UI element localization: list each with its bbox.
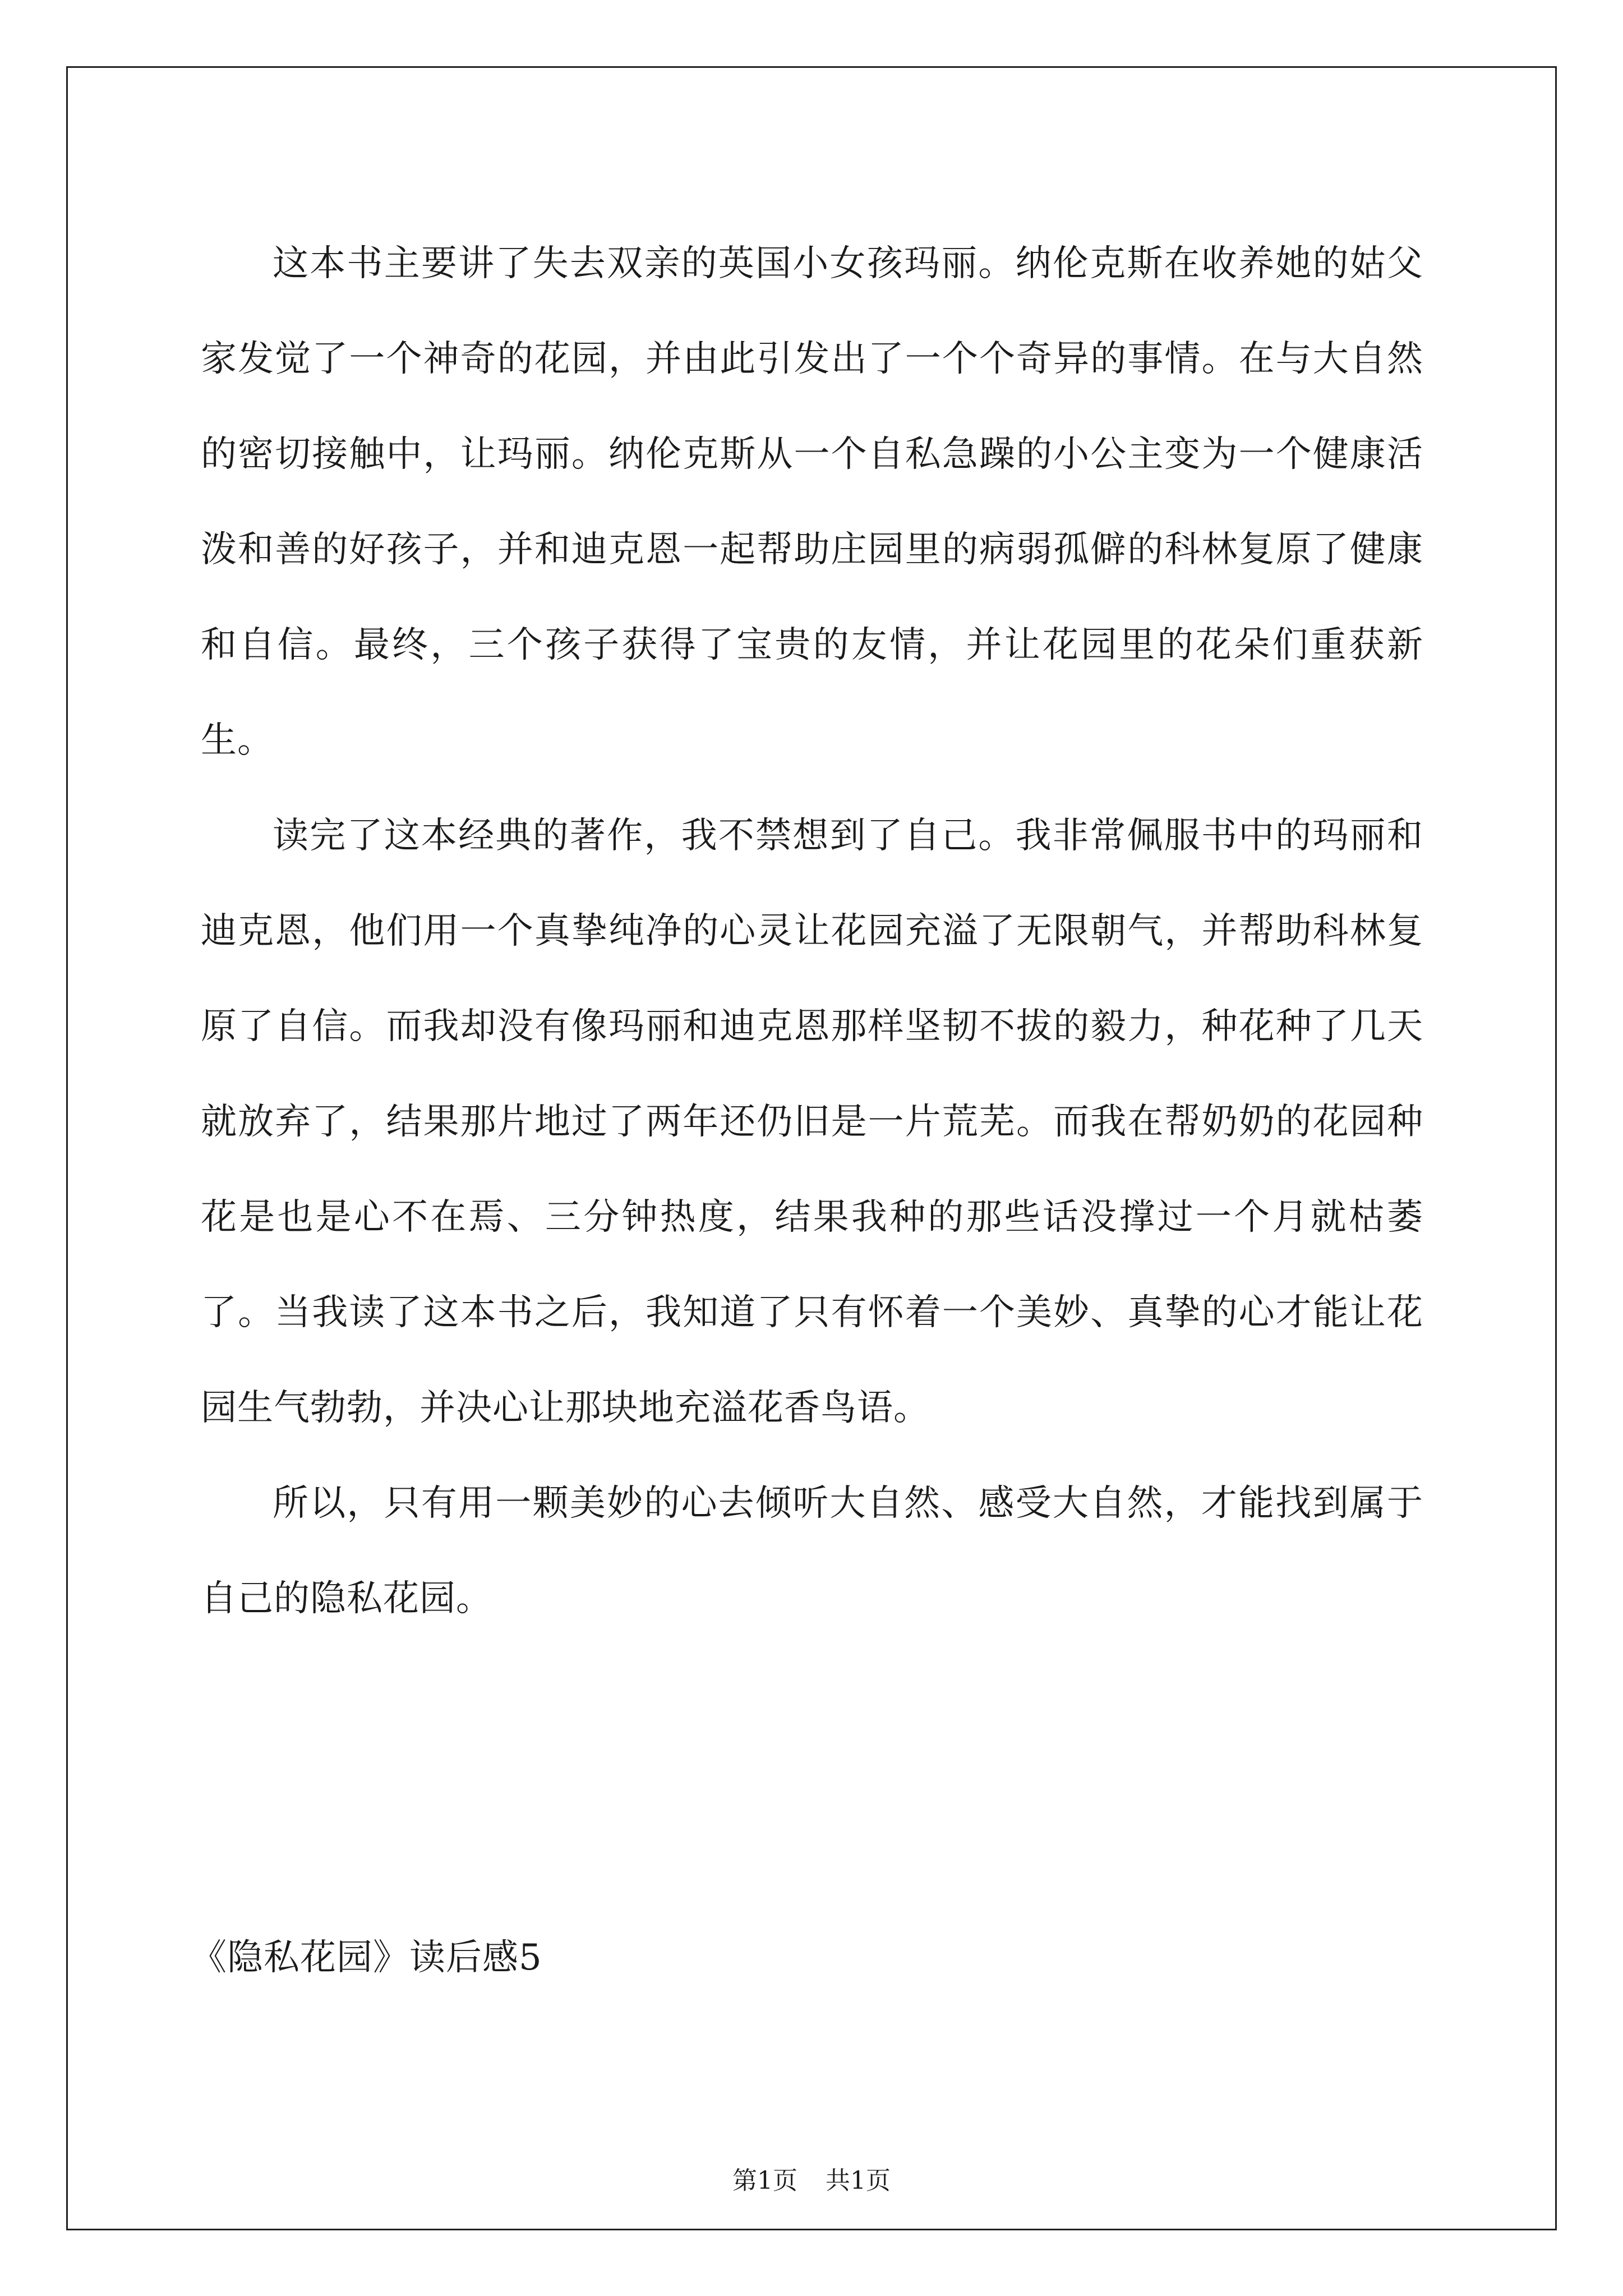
page-total: 共1页 [826,2166,891,2195]
page-footer [0,2164,1623,2198]
paragraph-1: 这本书主要讲了失去双亲的英国小女孩玛丽。纳伦克斯在收养她的姑父家发觉了一个神奇的花园，并由此引发出了一个个奇异的事情。在与大自然的密切接触中，让玛丽。纳伦克斯从一个自私急躁的小公主变为一个健康活泼和善的好孩子，并和迪克恩一起帮助庄园里的病弱孤僻的科林复原了健康和自信。最终，三个孩子获得了宝贵的友情，并让花园里的花朵们重获新生。 [201,243,1423,761]
paragraph-2: 读完了这本经典的著作，我不禁想到了自己。我非常佩服书中的玛丽和迪克恩，他们用一个真挚纯净的心灵让花园充溢了无限朝气，并帮助科林复原了自信。而我却没有像玛丽和迪克恩那样坚韧不拔的毅力，种花种了几天就放弃了，结果那片地过了两年还仍旧是一片荒芜。而我在帮奶奶的花园种花是也是心不在焉、三分钟热度，结果我种的那些话没撑过一个月就枯萎了。当我读了这本书之后，我知道了只有怀着一个美妙、真挚的心才能让花园生气勃勃，并决心让那块地充溢花香鸟语。 [201,815,1423,1429]
page-number: 第1页 [732,2166,797,2195]
section-heading: 《隐私花园》读后感5 [191,1937,542,1978]
paragraph-3: 所以，只有用一颗美妙的心去倾听大自然、感受大自然，才能找到属于自己的隐私花园。 [201,1483,1423,1619]
document-body [201,216,1423,1646]
